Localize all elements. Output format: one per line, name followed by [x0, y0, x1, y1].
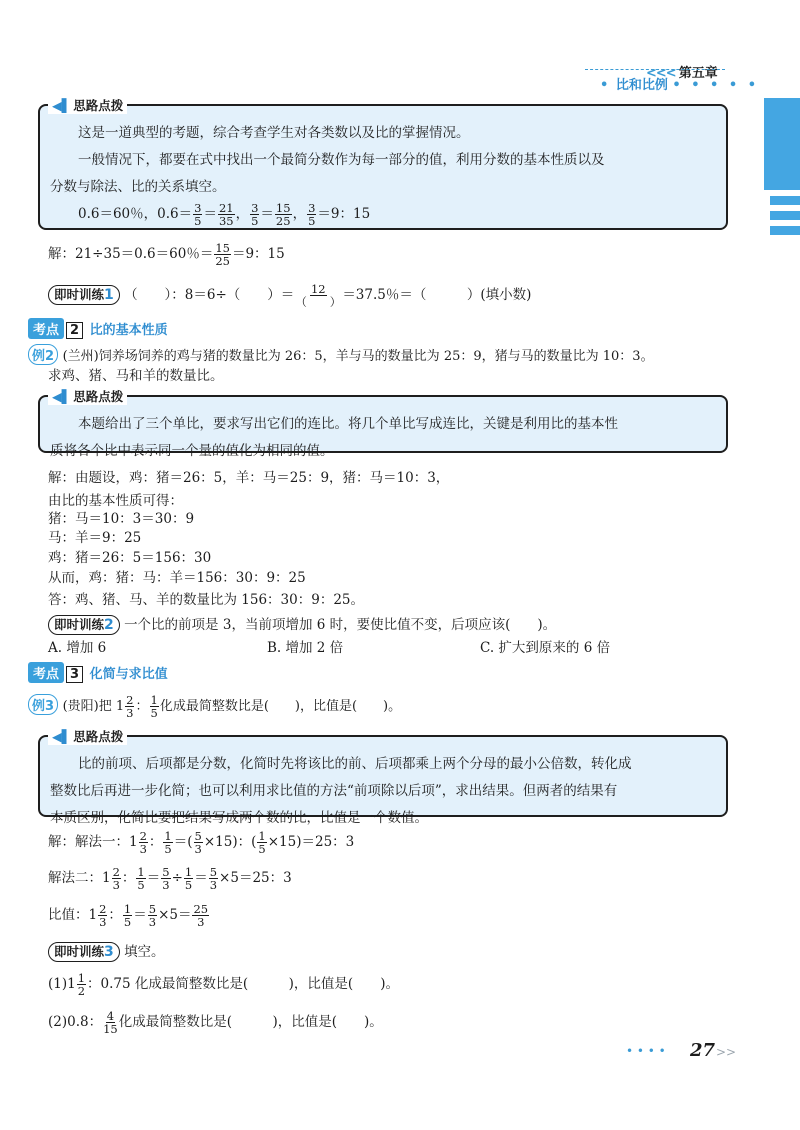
- solution-2-line: 从而，鸡：猪：马：羊＝156：30：9：25: [48, 570, 306, 586]
- example-2-line2: 求鸡、猪、马和羊的数量比。: [48, 368, 224, 384]
- speaker-icon: ◀▌: [52, 729, 72, 744]
- sidebar-tab: [764, 98, 800, 190]
- tip-text: 分数与除法、比的关系填空。: [50, 179, 226, 195]
- solution-2-line: 鸡：猪＝26：5＝156：30: [48, 550, 212, 566]
- key-point-2: 考点 2 比的基本性质: [28, 318, 168, 339]
- chapter-title: • 比和比例 • • • • •: [600, 78, 760, 93]
- sidebar-stripe: [770, 226, 800, 235]
- training-3-q1: (1)1 $\frac{1}{2}$ ：0.75 化成最简整数比是( )，比值是( )。: [48, 971, 399, 998]
- solution-3-ratio-value: 比值：1 $\frac{2}{3}$ ： $\frac{1}{5}$ ＝ $\frac{5}{3}$ ×5＝ $\frac{25}{3}$: [48, 902, 209, 929]
- tip-box-2: [38, 395, 728, 459]
- key-point-3: 考点 3 化简与求比值: [28, 662, 168, 683]
- speaker-icon: ◀▌: [52, 389, 72, 404]
- tip-text: 本题给出了三个单比，要求写出它们的连比。将几个单比写成连比，关键是利用比的基本性: [78, 416, 618, 432]
- solution-2-line: 答：鸡、猪、马、羊的数量比为 156：30：9：25。: [48, 592, 365, 608]
- solution-3-method-2: 解法二：1 $\frac{2}{3}$ ： $\frac{1}{5}$ ＝ $\frac{5}{3}$ ÷ $\frac{1}{5}$ ＝ $\frac{5}{3}$ ×5＝25：3: [48, 865, 292, 892]
- tip-equation: 0.6＝60％，0.6＝ $\frac{3}{5}$ ＝ $\frac{21}{35}$ ， $\frac{3}{5}$ ＝ $\frac{15}{25}$ ， $\frac{3}{5}$ ＝9：15: [78, 201, 371, 228]
- training-label: 即时训练3: [48, 942, 120, 962]
- footer-arrows: >>: [716, 1045, 737, 1059]
- training-3: 即时训练3 填空。: [48, 940, 165, 962]
- sidebar-stripe: [770, 196, 800, 205]
- solution-1: 解：21÷35＝0.6＝60％＝ $\frac{15}{25}$ ＝9：15: [48, 241, 285, 268]
- tip-text: 本质区别，化简比要把结果写成两个数的比，比值是一个数值。: [50, 810, 428, 826]
- sidebar-stripe: [770, 211, 800, 220]
- example-label: 例3: [28, 694, 58, 715]
- example-3: 例3 (贵阳)把 1 $\frac{2}{3}$ ： $\frac{1}{5}$ 化成最简整数比是( )，比值是( )。: [28, 694, 401, 719]
- tip-text: 质将各个比中表示同一个量的值化为相同的值。: [50, 443, 334, 459]
- footer-dots: • • • •: [626, 1044, 666, 1058]
- training-label: 即时训练2: [48, 615, 120, 635]
- example-label: 例2: [28, 344, 58, 365]
- tip-text: 比的前项、后项都是分数，化简时先将该比的前、后项都乘上两个分母的最小公倍数，转化成: [78, 756, 632, 772]
- tip-box-3: [38, 735, 728, 826]
- training-3-q2: (2)0.8： $\frac{4}{15}$ 化成最简整数比是( )，比值是( )。: [48, 1009, 383, 1036]
- speaker-icon: ◀▌: [52, 98, 72, 113]
- tip-heading: ◀▌ 思路点拨: [48, 96, 127, 114]
- training-label: 即时训练1: [48, 285, 120, 305]
- tip-text: 这是一道典型的考题，综合考查学生对各类数以及比的掌握情况。: [78, 125, 470, 141]
- tip-box-1: [38, 104, 728, 230]
- example-2: 例2 (兰州)饲养场饲养的鸡与猪的数量比为 26：5，羊与马的数量比为 25：9，猪与马的数量比为 10：3。: [28, 344, 654, 365]
- solution-2-line: 解：由题设，鸡：猪＝26：5，羊：马＝25：9，猪：马＝10：3，: [48, 470, 450, 486]
- solution-2-line: 由比的基本性质可得：: [48, 493, 183, 509]
- solution-2-line: 猪：马＝10：3＝30：9: [48, 511, 195, 527]
- tip-heading: ◀▌ 思路点拨: [48, 727, 127, 745]
- training-2: 即时训练2 一个比的前项是 3，当前项增加 6 时，要使比值不变，后项应该( )。: [48, 613, 556, 635]
- training-1: 即时训练1 （ ）：8＝6÷（ ）＝ $\frac{12}{( )}$ ＝37.5％＝（ ）(填小数): [48, 283, 531, 308]
- solution-2-line: 马：羊＝9：25: [48, 530, 142, 546]
- option-b: B. 增加 2 倍: [267, 640, 344, 656]
- option-c: C. 扩大到原来的 6 倍: [480, 640, 611, 656]
- tip-text: 一般情况下，都要在式中找出一个最简分数作为每一部分的值，利用分数的基本性质以及: [78, 152, 605, 168]
- option-a: A. 增加 6: [48, 640, 107, 656]
- chapter-heading: <<< 第五章: [646, 66, 718, 81]
- tip-heading: ◀▌ 思路点拨: [48, 387, 127, 405]
- page-number: 27: [690, 1040, 716, 1061]
- header-divider: [585, 69, 725, 70]
- tip-text: 整数比后再进一步化简；也可以利用求比值的方法“前项除以后项”，求出结果。但两者的结果有: [50, 783, 618, 799]
- solution-3-method-1: 解：解法一：1 $\frac{2}{3}$ ： $\frac{1}{5}$ ＝( $\frac{5}{3}$ ×15)：( $\frac{1}{5}$ ×15)＝25：3: [48, 829, 355, 856]
